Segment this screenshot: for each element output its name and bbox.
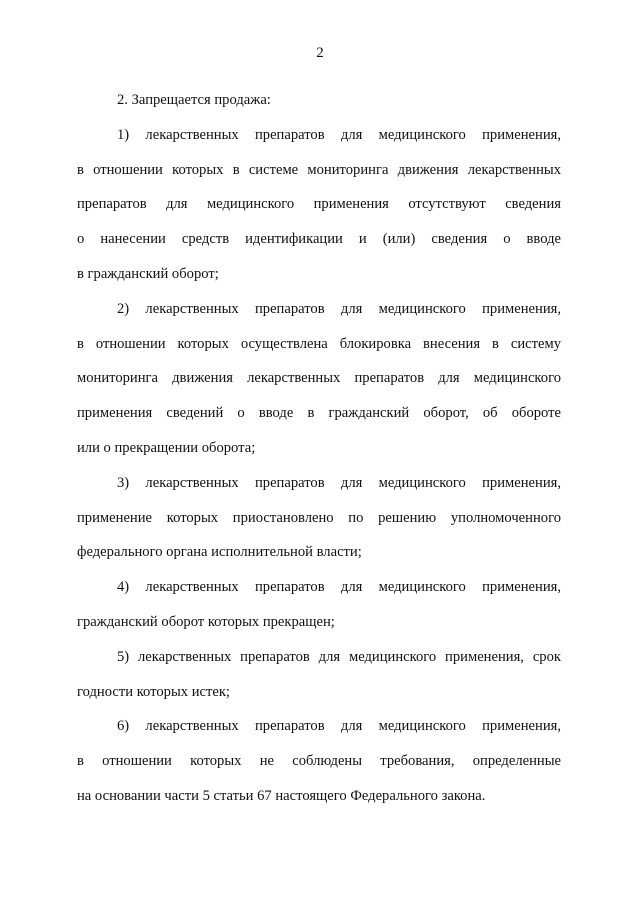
text-line: 2) лекарственных препаратов для медицинского применения, [117, 300, 561, 317]
paragraph-item-3 [77, 466, 561, 570]
text-line: применения сведений о вводе в гражданский оборот, об обороте [77, 405, 561, 422]
text-line: федерального органа исполнительной власти; [77, 544, 362, 561]
text-line: о нанесении средств идентификации и (или) сведения о вводе [77, 231, 561, 248]
text-line: препаратов для медицинского применения отсутствуют сведения [77, 196, 561, 213]
text-line: годности которых истек; [77, 683, 230, 700]
text-line: в отношении которых не соблюдены требования, определенные [77, 753, 561, 770]
paragraph-intro [77, 83, 561, 118]
text-line: в гражданский оборот; [77, 265, 219, 282]
text-line: гражданский оборот которых прекращен; [77, 613, 335, 630]
paragraph-item-4 [77, 570, 561, 640]
text-line: мониторинга движения лекарственных препаратов для медицинского [77, 370, 561, 387]
paragraph-item-2 [77, 292, 561, 466]
text-line: 6) лекарственных препаратов для медицинского применения, [117, 718, 561, 735]
document-body [77, 83, 561, 814]
paragraph-item-5 [77, 640, 561, 710]
text-line: или о прекращении оборота; [77, 439, 256, 456]
text-line: 5) лекарственных препаратов для медицинского применения, срок [117, 648, 561, 665]
text-line: в отношении которых осуществлена блокировка внесения в систему [77, 335, 561, 352]
text-line: применение которых приостановлено по решению уполномоченного [77, 509, 561, 526]
text-line: 3) лекарственных препаратов для медицинского применения, [117, 474, 561, 491]
text-line: 4) лекарственных препаратов для медицинского применения, [117, 579, 561, 596]
text-line: 2. Запрещается продажа: [117, 92, 271, 108]
paragraph-item-1 [77, 118, 561, 292]
text-line: в отношении которых в системе мониторинга движения лекарственных [77, 161, 561, 178]
text-line: 1) лекарственных препаратов для медицинского применения, [117, 126, 561, 143]
page-number: 2 [316, 45, 324, 61]
text-line: на основании части 5 статьи 67 настоящего Федерального закона. [77, 787, 486, 804]
paragraph-item-6 [77, 709, 561, 813]
